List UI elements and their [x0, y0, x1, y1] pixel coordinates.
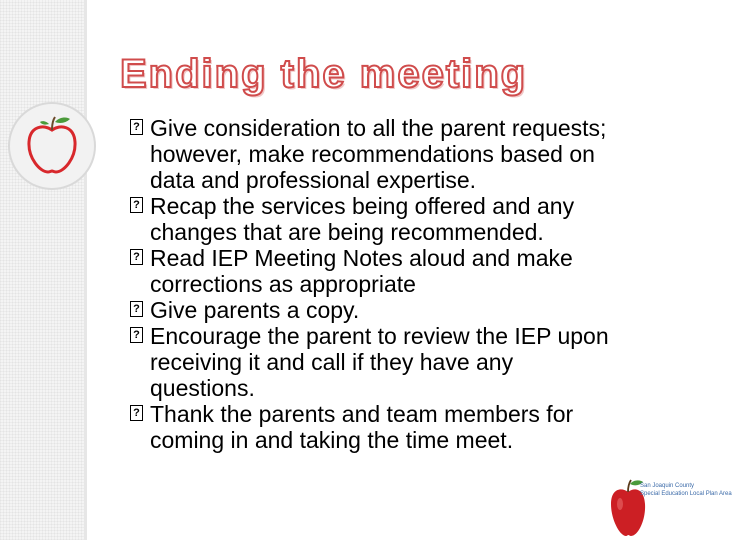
apple-icon — [22, 114, 82, 178]
bullet-text-line: however, make recommendations based on — [150, 141, 595, 167]
bullet-item — [130, 193, 700, 245]
bullet-text-line: Give consideration to all the parent requests; — [150, 115, 607, 141]
left-decorative-strip — [0, 0, 84, 540]
apple-badge — [8, 102, 96, 190]
bullet-box-icon: ? — [130, 301, 143, 317]
bullet-text-line: data and professional expertise. — [150, 167, 477, 193]
bullet-box-icon: ? — [130, 249, 143, 265]
left-strip-edge — [84, 0, 87, 540]
bullet-item — [130, 323, 700, 401]
bullet-text-line: Give parents a copy. — [150, 297, 360, 323]
bullet-text-line: Thank the parents and team members for — [150, 401, 574, 427]
bullet-box-icon: ? — [130, 197, 143, 213]
bullet-text-line: Encourage the parent to review the IEP upon — [150, 323, 609, 349]
bullet-text-line: questions. — [150, 375, 255, 401]
bullet-text-line: corrections as appropriate — [150, 271, 416, 297]
bullet-box-icon: ? — [130, 119, 143, 135]
slide-title: Ending the meeting — [120, 52, 528, 96]
bullet-box-icon: ? — [130, 327, 143, 343]
bullet-text-line: Read IEP Meeting Notes aloud and make — [150, 245, 573, 271]
bullet-text-line: Recap the services being offered and any — [150, 193, 575, 219]
bullet-item — [130, 401, 700, 453]
bullet-item — [130, 115, 700, 193]
bullet-list — [130, 115, 700, 453]
bullet-item — [130, 245, 700, 297]
bullet-item — [130, 297, 700, 323]
bullet-text-line: coming in and taking the time meet. — [150, 427, 514, 453]
bullet-text-line: changes that are being recommended. — [150, 219, 544, 245]
bullet-box-icon: ? — [130, 405, 143, 421]
logo-line-2: Special Education Local Plan Area — [640, 491, 732, 497]
logo-line-1: San Joaquin County — [640, 483, 695, 489]
bullet-text-line: receiving it and call if they have any — [150, 349, 514, 375]
organization-logo — [608, 476, 732, 540]
